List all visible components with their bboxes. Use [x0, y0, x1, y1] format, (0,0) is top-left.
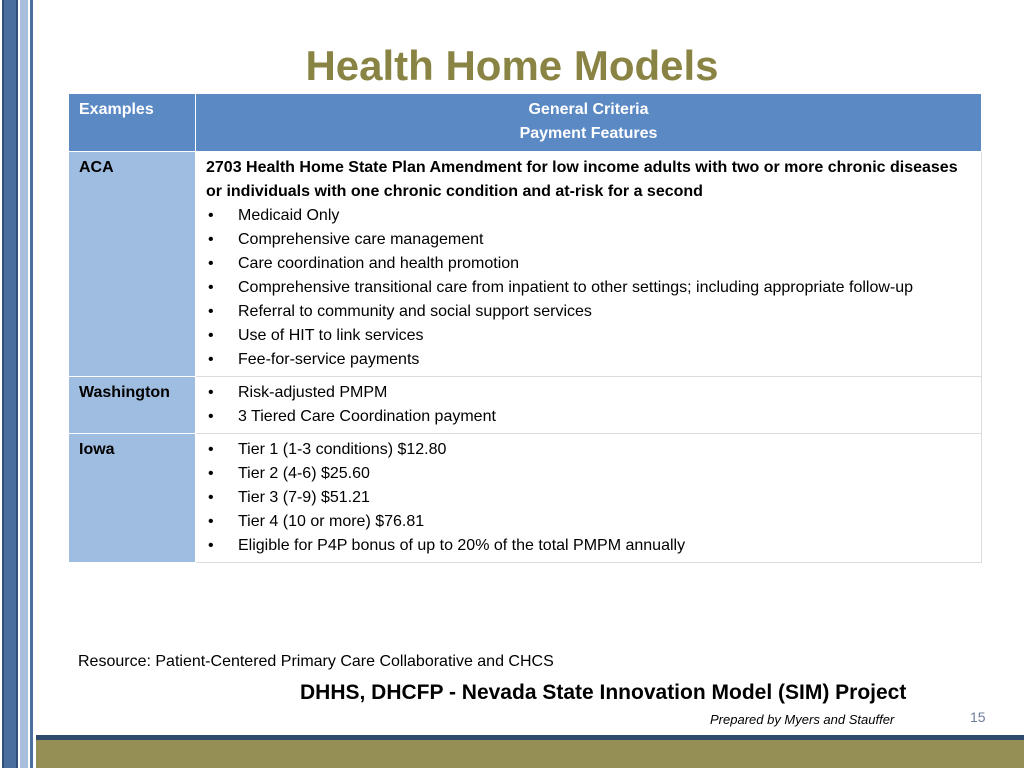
page-number: 15	[970, 709, 986, 725]
row-content-aca	[196, 152, 982, 377]
health-home-table	[68, 93, 982, 563]
table-row	[69, 434, 982, 563]
list-item: • 3 Tiered Care Coordination payment	[206, 405, 971, 429]
list-item: • Tier 2 (4-6) $25.60	[206, 462, 971, 486]
row-content-washington	[196, 377, 982, 434]
list-item: • Care coordination and health promotion	[206, 252, 971, 276]
header-examples: Examples	[69, 94, 196, 152]
left-frame-line	[30, 0, 33, 768]
aca-bullet-list	[206, 204, 971, 372]
aca-lead-text: 2703 Health Home State Plan Amendment for low income adults with two or more chronic diseases or individuals with one chronic condition and at-risk for a second	[206, 159, 958, 200]
iowa-bullet-list	[206, 438, 971, 558]
list-item: • Medicaid Only	[206, 204, 971, 228]
washington-bullet-list	[206, 381, 971, 429]
header-criteria-line1: General Criteria	[528, 101, 649, 118]
list-item: • Eligible for P4P bonus of up to 20% of the total PMPM annually	[206, 534, 971, 558]
resource-citation: Resource: Patient-Centered Primary Care Collaborative and CHCS	[78, 653, 554, 670]
prepared-by-note: Prepared by Myers and Stauffer	[710, 712, 895, 727]
header-criteria	[196, 94, 982, 152]
left-frame-accent	[20, 0, 28, 768]
list-item: • Tier 3 (7-9) $51.21	[206, 486, 971, 510]
table-header-row	[69, 94, 982, 152]
list-item: • Risk-adjusted PMPM	[206, 381, 971, 405]
row-name-iowa: Iowa	[69, 434, 196, 563]
footer-project-title: DHHS, DHCFP - Nevada State Innovation Model (SIM) Project	[300, 681, 907, 704]
list-item: • Referral to community and social support services	[206, 300, 971, 324]
row-content-iowa	[196, 434, 982, 563]
table-row	[69, 152, 982, 377]
bottom-frame-bar	[36, 740, 1024, 768]
list-item: • Use of HIT to link services	[206, 324, 971, 348]
list-item: • Tier 1 (1-3 conditions) $12.80	[206, 438, 971, 462]
table-row	[69, 377, 982, 434]
list-item: • Fee-for-service payments	[206, 348, 971, 372]
left-frame-bar	[2, 0, 18, 768]
list-item: • Tier 4 (10 or more) $76.81	[206, 510, 971, 534]
header-criteria-line2: Payment Features	[519, 125, 658, 142]
row-name-washington: Washington	[69, 377, 196, 434]
list-item: • Comprehensive care management	[206, 228, 971, 252]
slide-title: Health Home Models	[305, 42, 719, 89]
row-name-aca: ACA	[69, 152, 196, 377]
list-item: • Comprehensive transitional care from inpatient to other settings; including appropriate follow-up	[206, 276, 971, 300]
